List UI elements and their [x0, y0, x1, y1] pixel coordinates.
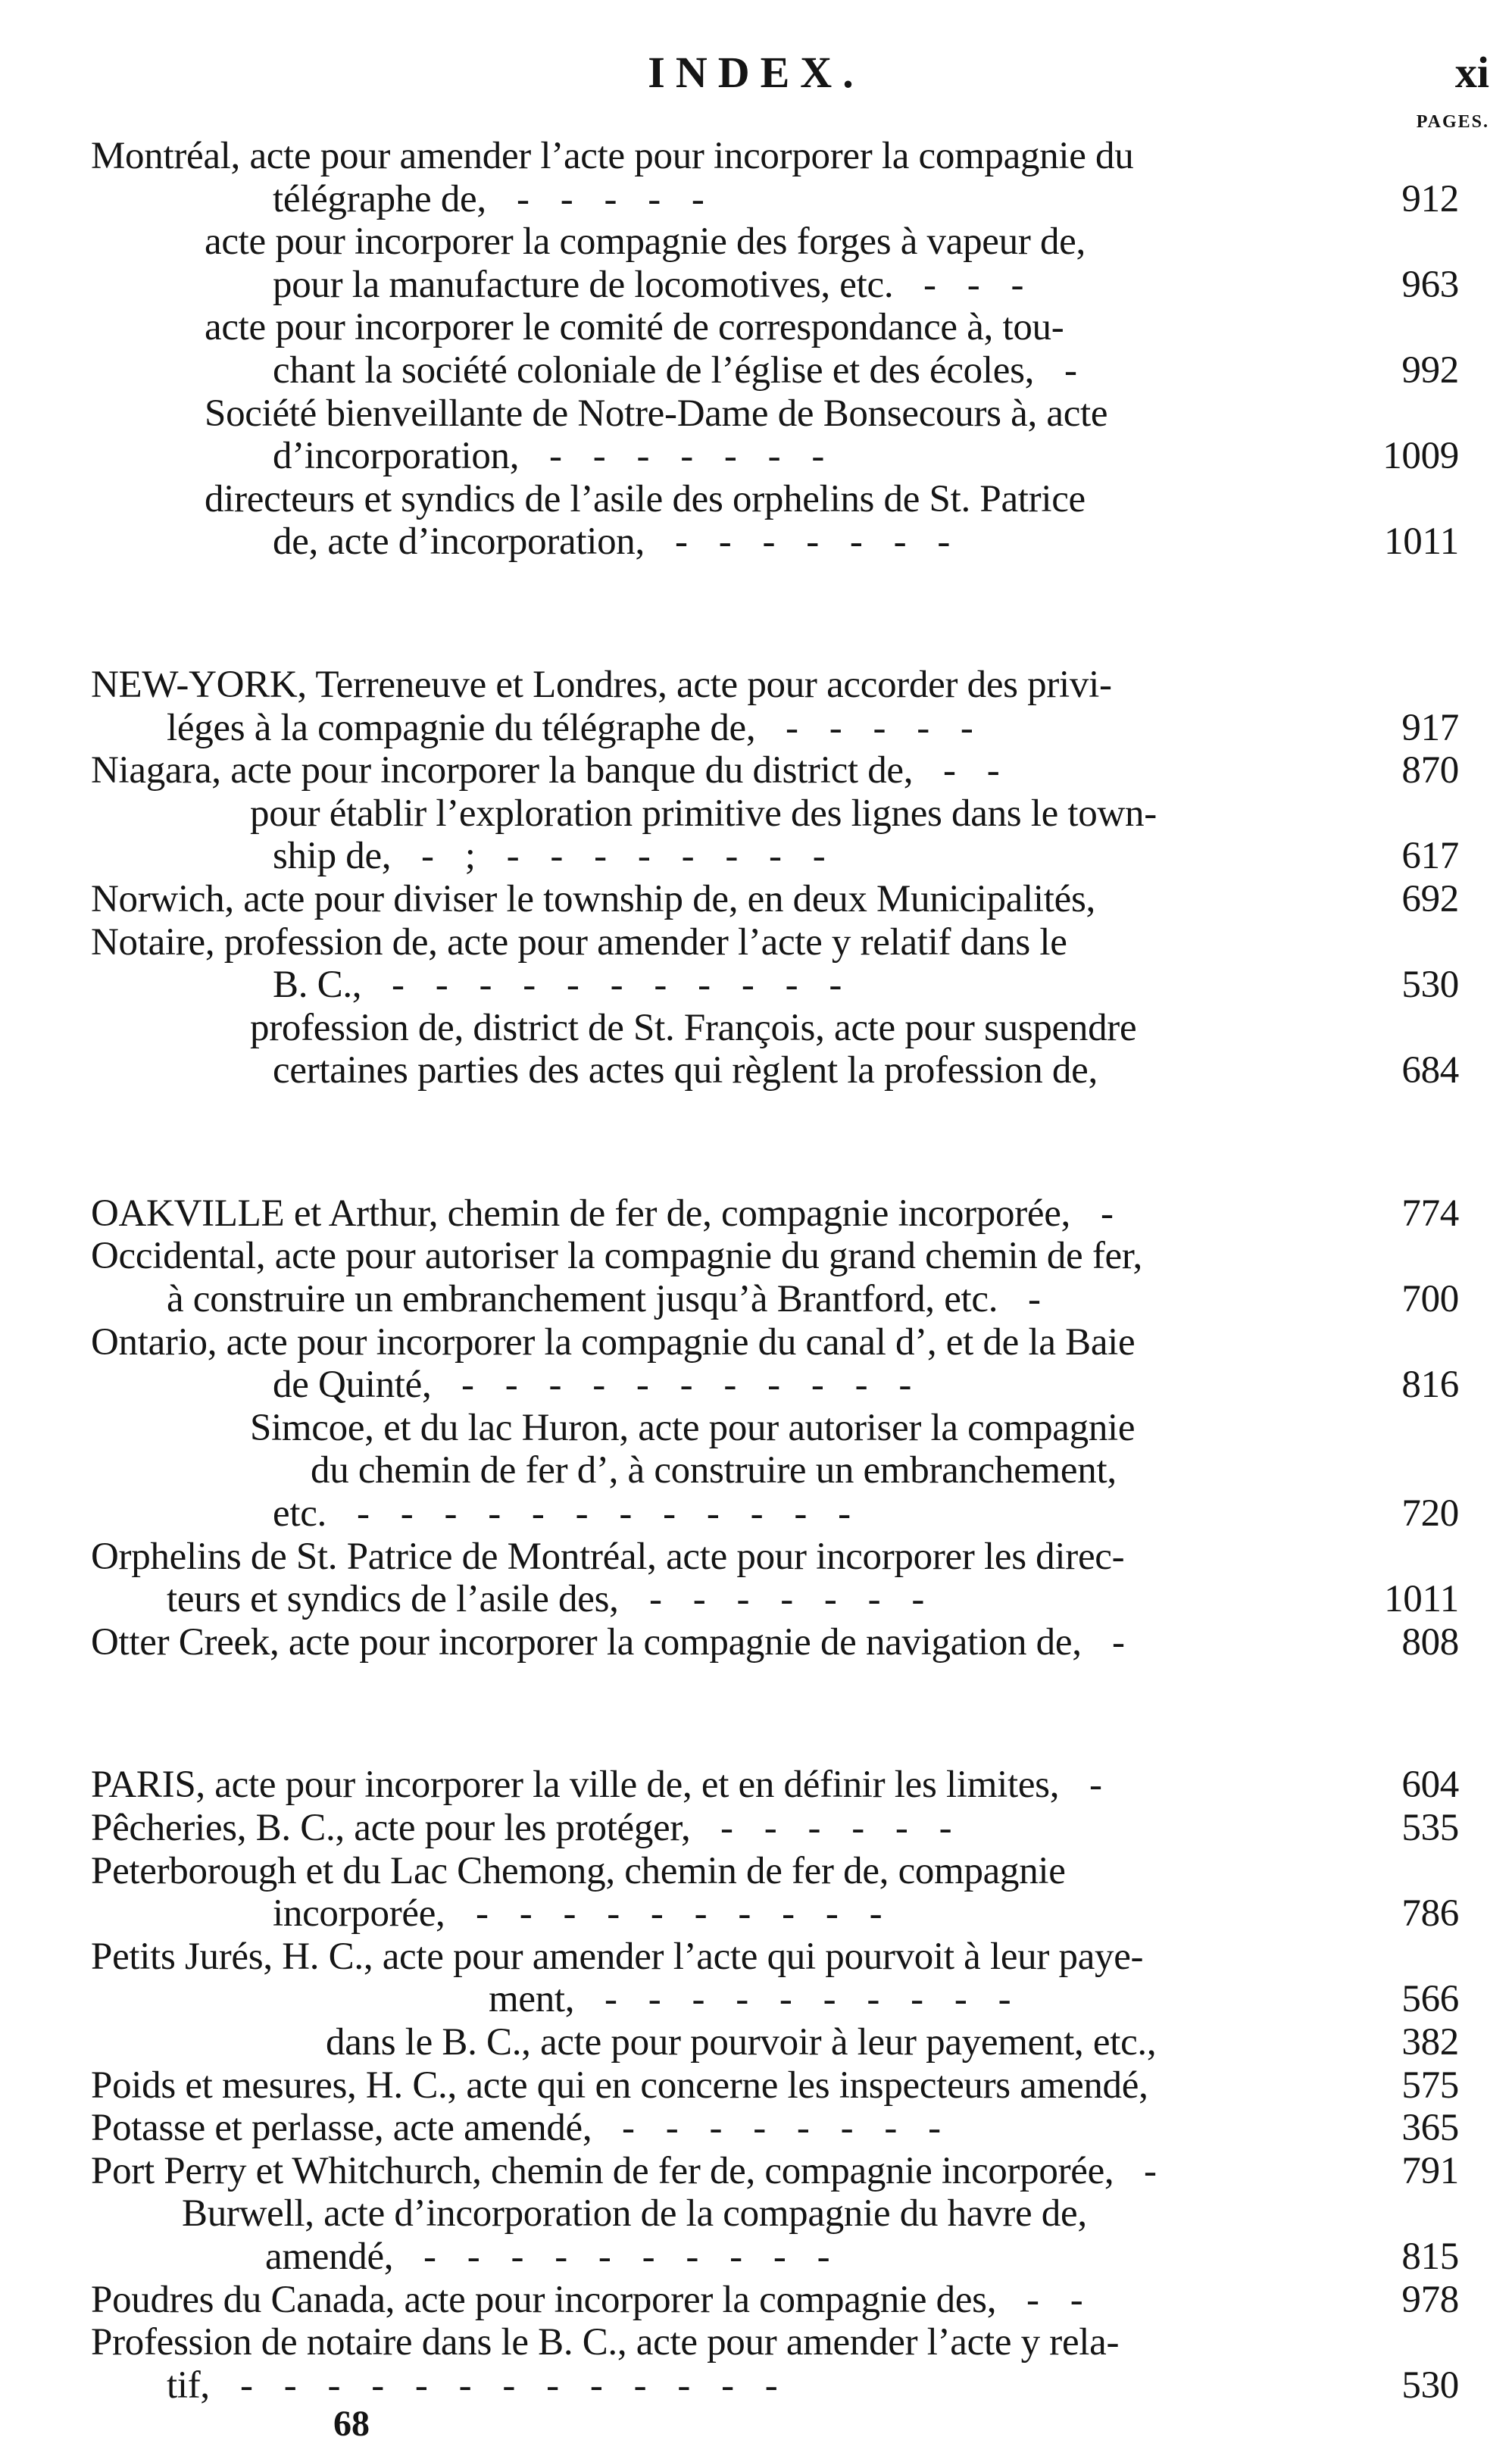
entry-text: chant la société coloniale de l’église et des écoles,	[273, 348, 1035, 392]
entry-text: teurs et syndics de l’asile des,	[167, 1578, 619, 1621]
entry-text: Simcoe, et du lac Huron, acte pour autoriser la compagnie	[250, 1406, 1136, 1449]
dot-leaders: - - - - - - - -	[622, 2107, 952, 2150]
dot-leaders: -	[1112, 1620, 1136, 1664]
index-entry-line	[0, 792, 1512, 836]
index-entry-line	[0, 921, 1512, 964]
entry-text: télégraphe de,	[273, 177, 486, 220]
index-entry-line	[0, 2364, 1512, 2407]
entry-text: d’incorporation,	[273, 435, 520, 478]
dot-leaders: - - - - -	[517, 177, 715, 220]
dot-leaders: - - - - - - - - - -	[476, 1892, 893, 1936]
index-entry-line	[0, 520, 1512, 564]
entry-text: acte pour incorporer la compagnie des forges à vapeur de,	[205, 220, 1086, 264]
entry-text: Profession de notaire dans le B. C., acte pour amender l’acte y rela-	[91, 2321, 1120, 2364]
index-entry-line	[0, 1978, 1512, 2021]
index-entry-line	[0, 2279, 1512, 2322]
entry-text: incorporée,	[273, 1892, 445, 1936]
index-entry-line	[0, 135, 1512, 178]
dot-leaders: - - - - - - - - - - - - -	[240, 2364, 789, 2407]
pages-column-label: PAGES.	[1416, 112, 1489, 132]
index-entry-line	[0, 2064, 1512, 2107]
index-entry-line	[0, 1007, 1512, 1050]
entry-text: acte pour incorporer le comité de correspondance à, tou-	[205, 306, 1064, 349]
dot-leaders: -	[1028, 1278, 1051, 1321]
entry-text: Notaire, profession de, acte pour amender l’acte y relatif dans le	[91, 920, 1067, 964]
dot-leaders: -	[1064, 348, 1088, 392]
index-entry-line	[0, 178, 1512, 221]
index-entry-line	[0, 264, 1512, 307]
index-entry-line	[0, 2150, 1512, 2193]
entry-text: Orphelins de St. Patrice de Montréal, acte pour incorporer les direc-	[91, 1535, 1125, 1578]
entry-page-number: 684	[1401, 1049, 1459, 1092]
entry-page-number: 692	[1401, 877, 1459, 920]
dot-leaders: - - - - - - - - - - - -	[357, 1492, 862, 1536]
entry-page-number: 604	[1401, 1764, 1459, 1807]
index-entry-line	[0, 1492, 1512, 1536]
entry-page-number: 917	[1401, 706, 1459, 749]
section-gap	[0, 564, 1512, 664]
entry-text: de, acte d’incorporation,	[273, 520, 645, 564]
entry-text: Niagara, acte pour incorporer la banque du district de,	[91, 749, 914, 792]
index-entry-line	[0, 878, 1512, 921]
index-entry-line	[0, 392, 1512, 436]
dot-leaders: - - - - - - -	[649, 1578, 936, 1621]
dot-leaders: -	[1089, 1764, 1113, 1807]
index-entry-line	[0, 349, 1512, 392]
entry-text: Peterborough et du Lac Chemong, chemin de fer de, compagnie	[91, 1849, 1066, 1892]
entry-text: Occidental, acte pour autoriser la compagnie du grand chemin de fer,	[91, 1235, 1142, 1278]
index-entry-line	[0, 1807, 1512, 1850]
index-entry-line	[0, 749, 1512, 792]
entry-text: PARIS, acte pour incorporer la ville de, et en définir les limites,	[91, 1764, 1060, 1807]
entry-page-number: 1011	[1384, 1578, 1459, 1621]
entry-page-number: 535	[1401, 1807, 1459, 1849]
entry-text: de Quinté,	[273, 1364, 432, 1407]
entry-text: OAKVILLE et Arthur, chemin de fer de, compagnie incorporée,	[91, 1192, 1071, 1235]
entry-page-number: 808	[1401, 1620, 1459, 1664]
entry-page-number: 575	[1401, 2064, 1459, 2107]
entry-page-number: 617	[1401, 835, 1459, 878]
entry-text: Potasse et perlasse, acte amendé,	[91, 2107, 592, 2150]
index-entry-line	[0, 1578, 1512, 1621]
page-title: INDEX.	[648, 48, 864, 97]
entry-text: profession de, district de St. François, acte pour suspendre	[250, 1006, 1137, 1049]
index-entry-line	[0, 2192, 1512, 2235]
index-entry-line	[0, 964, 1512, 1007]
entry-page-number: 963	[1401, 263, 1459, 306]
index-entry-line	[0, 306, 1512, 349]
dot-leaders: - - - - - - -	[675, 520, 961, 564]
section-gap	[0, 1092, 1512, 1192]
index-entry-line	[0, 2321, 1512, 2364]
index-entry-line	[0, 2107, 1512, 2150]
entry-page-number: 912	[1401, 177, 1459, 220]
index-entry-line	[0, 1536, 1512, 1579]
entry-page-number: 530	[1401, 964, 1459, 1007]
entry-text: amendé,	[265, 2235, 394, 2278]
entry-text: pour établir l’exploration primitive des lignes dans le town-	[250, 792, 1157, 835]
entry-text: Poids et mesures, H. C., acte qui en concerne les inspecteurs amendé,	[91, 2064, 1148, 2107]
entry-page-number: 816	[1401, 1364, 1459, 1407]
signature-mark: 68	[333, 2404, 370, 2444]
index-entry-line	[0, 835, 1512, 878]
entry-text: à construire un embranchement jusqu’à Brantford, etc.	[167, 1278, 998, 1321]
page-number: xi	[1454, 48, 1489, 97]
entry-text: tif,	[167, 2364, 210, 2407]
entry-text: Ontario, acte pour incorporer la compagnie du canal d’, et de la Baie	[91, 1320, 1136, 1364]
entry-text: ment,	[489, 1978, 575, 2021]
index-entry-line	[0, 1278, 1512, 1321]
entry-page-number: 530	[1401, 2364, 1459, 2407]
entry-text: Norwich, acte pour diviser le township de, en deux Municipalités,	[91, 877, 1095, 920]
entry-text: Pêcheries, B. C., acte pour les protéger,	[91, 1807, 691, 1849]
index-entry-line	[0, 1621, 1512, 1664]
entry-page-number: 1009	[1382, 435, 1459, 478]
entry-page-number: 365	[1401, 2107, 1459, 2150]
entry-text: Port Perry et Whitchurch, chemin de fer de, compagnie incorporée,	[91, 2149, 1114, 2192]
index-entry-line	[0, 2021, 1512, 2064]
index-entry-line	[0, 478, 1512, 521]
entry-page-number: 720	[1401, 1492, 1459, 1536]
index-entry-line	[0, 2235, 1512, 2279]
entry-text: Société bienveillante de Notre-Dame de Bonsecours à, acte	[205, 392, 1108, 435]
entry-text: Otter Creek, acte pour incorporer la compagnie de navigation de,	[91, 1620, 1082, 1664]
entry-text: B. C.,	[273, 964, 362, 1007]
dot-leaders: - - - - - - - - - - -	[392, 964, 853, 1007]
entry-page-number: 791	[1401, 2149, 1459, 2192]
index-entry-line	[0, 220, 1512, 264]
entry-page-number: 1011	[1384, 520, 1459, 564]
entry-text: Burwell, acte d’incorporation de la compagnie du havre de,	[182, 2192, 1087, 2235]
index-entry-line	[0, 1364, 1512, 1407]
dot-leaders: - - - - - - -	[549, 435, 836, 478]
entry-text: certaines parties des actes qui règlent la profession de,	[273, 1049, 1098, 1092]
dot-leaders: - - - - - - - - - -	[423, 2235, 841, 2278]
index-entry-line	[0, 1407, 1512, 1450]
index-entry-line	[0, 707, 1512, 750]
index-entry-line	[0, 435, 1512, 478]
dot-leaders: - -	[1026, 2278, 1094, 2321]
dot-leaders: - - -	[923, 263, 1035, 306]
index-entry-line	[0, 1049, 1512, 1092]
entry-text: etc.	[273, 1492, 326, 1536]
dot-leaders: - -	[943, 749, 1011, 792]
dot-leaders: - - - - - -	[720, 1807, 963, 1849]
index-entry-line	[0, 1321, 1512, 1364]
index-entry-line	[0, 1764, 1512, 1807]
entry-page-number: 992	[1401, 348, 1459, 392]
dot-leaders: - - - - -	[786, 706, 984, 749]
entry-page-number: 815	[1401, 2235, 1459, 2278]
index-entries	[0, 135, 1512, 2407]
entry-text: léges à la compagnie du télégraphe de,	[167, 706, 756, 749]
entry-text: Montréal, acte pour amender l’acte pour incorporer la compagnie du	[91, 135, 1134, 177]
entry-page-number: 382	[1401, 2020, 1459, 2064]
entry-text: Poudres du Canada, acte pour incorporer la compagnie des,	[91, 2278, 997, 2321]
entry-text: NEW-YORK, Terreneuve et Londres, acte pour accorder des privi-	[91, 663, 1112, 706]
entry-page-number: 978	[1401, 2278, 1459, 2321]
entry-text: du chemin de fer d’, à construire un embranchement,	[311, 1449, 1117, 1492]
section-gap	[0, 1664, 1512, 1764]
dot-leaders: - - - - - - - - - - -	[461, 1364, 923, 1407]
dot-leaders: - - - - - - - - - -	[604, 1978, 1022, 2021]
index-entry-line	[0, 1850, 1512, 1893]
index-entry-line	[0, 1936, 1512, 1979]
entry-text: ship de,	[273, 835, 392, 878]
entry-page-number: 786	[1401, 1892, 1459, 1936]
index-entry-line	[0, 1892, 1512, 1936]
entry-page-number: 700	[1401, 1278, 1459, 1321]
index-entry-line	[0, 1449, 1512, 1492]
dot-leaders: - ; - - - - - - - -	[421, 835, 836, 878]
index-entry-line	[0, 664, 1512, 707]
dot-leaders: -	[1101, 1192, 1124, 1235]
entry-page-number: 870	[1401, 749, 1459, 792]
entry-page-number: 566	[1401, 1978, 1459, 2021]
entry-text: Petits Jurés, H. C., acte pour amender l’acte qui pourvoit à leur paye-	[91, 1935, 1144, 1978]
entry-text: pour la manufacture de locomotives, etc.	[273, 263, 894, 306]
index-entry-line	[0, 1192, 1512, 1236]
entry-text: directeurs et syndics de l’asile des orphelins de St. Patrice	[205, 477, 1086, 520]
index-entry-line	[0, 1235, 1512, 1278]
entry-page-number: 774	[1401, 1192, 1459, 1235]
dot-leaders: -	[1144, 2149, 1167, 2192]
entry-text: dans le B. C., acte pour pourvoir à leur payement, etc.,	[326, 2020, 1157, 2064]
